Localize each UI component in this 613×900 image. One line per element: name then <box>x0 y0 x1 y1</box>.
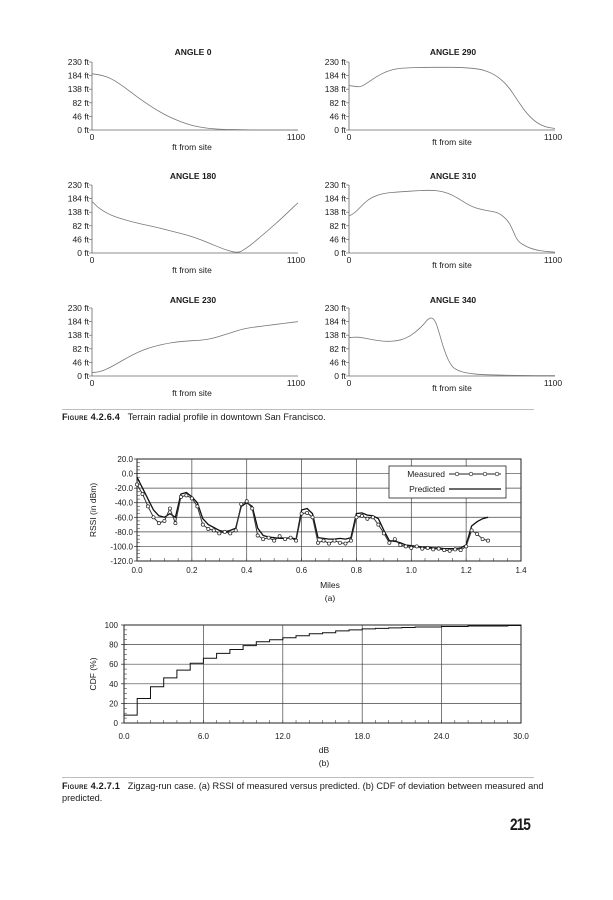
measured-point <box>234 529 237 532</box>
x-tick-label: 0.4 <box>241 566 253 575</box>
figure-caption-text: Terrain radial profile in downtown San Francisco. <box>127 412 326 422</box>
measured-point <box>366 517 369 520</box>
measured-point <box>163 519 166 522</box>
measured-point <box>481 538 484 541</box>
x-tick-label: 1.2 <box>460 566 472 575</box>
y-tick-label: 184 ft <box>324 316 346 327</box>
measured-point <box>300 512 303 515</box>
measured-point <box>454 548 457 551</box>
measured-point <box>426 546 429 549</box>
y-tick-label: 100 <box>104 621 118 630</box>
x-tick-label: 1100 <box>543 132 563 142</box>
y-tick-label: 40 <box>109 679 118 689</box>
y-tick-label: 0 ft <box>77 248 89 258</box>
measured-point <box>185 494 188 497</box>
measured-point <box>311 516 314 519</box>
measured-point <box>289 536 292 539</box>
y-tick-label: 184 ft <box>67 193 89 204</box>
measured-point <box>196 505 199 508</box>
measured-point <box>152 516 155 519</box>
y-tick-label: 82 ft <box>72 220 89 231</box>
panel-title: ANGLE 290 <box>429 47 477 57</box>
measured-point <box>207 527 210 530</box>
measured-point <box>470 529 473 532</box>
measured-point <box>284 538 287 541</box>
measured-point <box>141 492 144 495</box>
x-tick-label: 1100 <box>286 255 306 265</box>
measured-point <box>316 541 319 544</box>
y-tick-label: 230 ft <box>324 303 346 313</box>
y-tick-label: 230 ft <box>67 57 89 67</box>
measured-point <box>388 541 391 544</box>
x-tick-label: 0 <box>346 132 352 142</box>
measured-point <box>344 542 347 545</box>
panel-title: ANGLE 310 <box>429 171 477 181</box>
measured-point <box>256 534 259 537</box>
x-axis-label: ft from site <box>432 137 472 147</box>
measured-point <box>371 516 374 519</box>
legend-measured-marker <box>455 472 459 476</box>
panel-title: ANGLE 0 <box>174 47 212 57</box>
figure-label: Figure 4.2.7.1 <box>62 781 121 791</box>
y-tick-label: 230 ft <box>324 57 346 67</box>
y-tick-label: 46 ft <box>329 111 346 122</box>
x-tick-label: 1100 <box>286 378 306 388</box>
y-tick-label: 0 <box>113 719 118 728</box>
figure-caption-zigzag <box>62 780 552 804</box>
x-tick-label: 1100 <box>286 132 306 142</box>
measured-point <box>443 548 446 551</box>
figure-caption-text: Zigzag-run case. (a) RSSI of measured versus predicted. (b) CDF of deviation between measured and predicted. <box>62 781 544 803</box>
terrain-profile-line <box>349 318 555 376</box>
measured-point <box>245 500 248 503</box>
measured-point <box>448 549 451 552</box>
measured-point <box>476 532 479 535</box>
y-tick-label: 184 ft <box>67 70 89 81</box>
y-tick-label: 184 ft <box>324 70 346 81</box>
x-tick-label: 0 <box>346 255 352 265</box>
cdf-y-label: CDF (%) <box>88 657 98 691</box>
legend-measured-marker <box>495 472 499 476</box>
measured-point <box>174 522 177 525</box>
y-tick-label: 138 ft <box>324 84 346 95</box>
y-tick-label: 230 ft <box>67 180 89 190</box>
x-tick-label: 1100 <box>543 378 563 388</box>
terrain-chart-angle-340 <box>0 246 613 406</box>
y-tick-label: 138 ft <box>324 330 346 341</box>
x-tick-label: 0.6 <box>296 566 308 575</box>
legend-measured-label: Measured <box>407 469 445 479</box>
y-tick-label: 184 ft <box>67 316 89 327</box>
y-tick-label: 60 <box>109 660 118 670</box>
y-tick-label: -120.0 <box>110 557 133 566</box>
measured-point <box>294 539 297 542</box>
y-tick-label: 138 ft <box>324 207 346 218</box>
y-tick-label: 82 ft <box>329 220 346 231</box>
y-tick-label: 138 ft <box>67 84 89 95</box>
measured-point <box>432 548 435 551</box>
measured-point <box>179 495 182 498</box>
measured-point <box>201 523 204 526</box>
y-tick-label: 82 ft <box>72 97 89 108</box>
x-axis-label: ft from site <box>172 265 212 275</box>
x-tick-label: 0.8 <box>350 566 362 575</box>
x-tick-label: 18.0 <box>354 732 370 741</box>
y-tick-label: -100.0 <box>110 542 133 552</box>
measured-point <box>360 514 363 517</box>
measured-point <box>399 543 402 546</box>
y-tick-label: 20 <box>109 699 118 709</box>
figure-label: Figure 4.2.6.4 <box>62 412 121 422</box>
measured-point <box>382 532 385 535</box>
measured-point <box>146 505 149 508</box>
rssi-y-label: RSSI (in dBm) <box>88 482 98 538</box>
y-tick-label: -60.0 <box>114 513 133 523</box>
measured-point <box>190 497 193 500</box>
measured-point <box>404 545 407 548</box>
measured-point <box>262 538 265 541</box>
measured-point <box>333 539 336 542</box>
x-tick-label: 24.0 <box>433 732 450 741</box>
x-tick-label: 0.0 <box>131 566 143 575</box>
y-tick-label: -20.0 <box>114 484 133 494</box>
measured-point <box>465 545 468 548</box>
x-tick-label: 30.0 <box>513 732 529 741</box>
legend-predicted-label: Predicted <box>409 484 445 494</box>
panel-title: ANGLE 230 <box>169 295 217 305</box>
y-tick-label: 82 ft <box>329 97 346 108</box>
y-tick-label: 80 <box>109 640 118 650</box>
measured-point <box>305 511 308 514</box>
cdf-sublabel: (b) <box>318 758 330 768</box>
y-tick-label: 0.0 <box>121 469 133 479</box>
y-tick-label: 82 ft <box>329 343 346 354</box>
measured-point <box>377 523 380 526</box>
y-tick-label: 0 ft <box>334 248 346 258</box>
x-tick-label: 1100 <box>543 255 563 265</box>
x-tick-label: 0.2 <box>186 566 198 575</box>
rssi-sublabel: (a) <box>324 593 336 603</box>
cdf-chart <box>0 615 613 750</box>
y-tick-label: 230 ft <box>67 303 89 313</box>
y-tick-label: 46 ft <box>72 357 89 368</box>
terrain-profile-line <box>349 190 555 252</box>
y-tick-label: 46 ft <box>329 234 346 245</box>
y-tick-label: 138 ft <box>67 330 89 341</box>
panel-title: ANGLE 340 <box>429 295 477 305</box>
y-tick-label: -80.0 <box>114 527 133 537</box>
panel-title: ANGLE 180 <box>169 171 217 181</box>
y-tick-label: 82 ft <box>72 343 89 354</box>
measured-point <box>223 530 226 533</box>
measured-point <box>338 541 341 544</box>
measured-point <box>393 538 396 541</box>
measured-point <box>459 548 462 551</box>
legend-measured-marker <box>483 472 487 476</box>
measured-point <box>437 547 440 550</box>
measured-point <box>273 539 276 542</box>
x-tick-label: 0 <box>89 378 95 388</box>
y-tick-label: 46 ft <box>72 234 89 245</box>
measured-point <box>212 529 215 532</box>
x-tick-label: 0 <box>89 132 95 142</box>
measured-point <box>267 536 270 539</box>
y-tick-label: 0 ft <box>77 125 89 135</box>
cdf-x-label: dB <box>318 745 330 755</box>
x-tick-label: 12.0 <box>275 732 291 741</box>
x-axis-label: ft from site <box>172 142 212 152</box>
y-tick-label: 138 ft <box>67 207 89 218</box>
y-tick-label: 230 ft <box>324 180 346 190</box>
plot-area <box>124 625 521 723</box>
rssi-x-label: Miles <box>320 580 340 590</box>
x-tick-label: 0 <box>89 255 95 265</box>
measured-point <box>218 532 221 535</box>
y-tick-label: -40.0 <box>114 498 133 508</box>
measured-point <box>168 507 171 510</box>
x-axis-label: ft from site <box>172 388 212 398</box>
caption-rule <box>62 409 534 410</box>
measured-point <box>251 507 254 510</box>
measured-point <box>157 522 160 525</box>
measured-point <box>421 547 424 550</box>
figure-caption-terrain <box>62 411 326 423</box>
x-tick-label: 6.0 <box>197 732 209 741</box>
y-tick-label: 20.0 <box>117 455 133 464</box>
measured-point <box>415 545 418 548</box>
measured-point <box>355 516 358 519</box>
measured-point <box>278 535 281 538</box>
measured-point <box>327 542 330 545</box>
page-number: 215 <box>510 815 530 834</box>
measured-point <box>240 503 243 506</box>
caption-rule <box>62 777 534 778</box>
terrain-profile-line <box>349 67 555 128</box>
measured-point <box>322 539 325 542</box>
measured-point <box>135 483 138 486</box>
measured-point <box>486 539 489 542</box>
y-tick-label: 0 ft <box>334 371 346 381</box>
x-tick-label: 0.0 <box>118 732 130 741</box>
legend-measured-marker <box>469 472 473 476</box>
x-tick-label: 1.0 <box>405 566 417 575</box>
x-axis-label: ft from site <box>432 260 472 270</box>
measured-point <box>229 532 232 535</box>
measured-point <box>410 546 413 549</box>
y-tick-label: 0 ft <box>334 125 346 135</box>
measured-point <box>349 539 352 542</box>
y-tick-label: 46 ft <box>329 357 346 368</box>
y-tick-label: 184 ft <box>324 193 346 204</box>
x-tick-label: 1.4 <box>515 566 527 575</box>
y-tick-label: 46 ft <box>72 111 89 122</box>
x-axis-label: ft from site <box>432 383 472 393</box>
x-tick-label: 0 <box>346 378 352 388</box>
y-tick-label: 0 ft <box>77 371 89 381</box>
